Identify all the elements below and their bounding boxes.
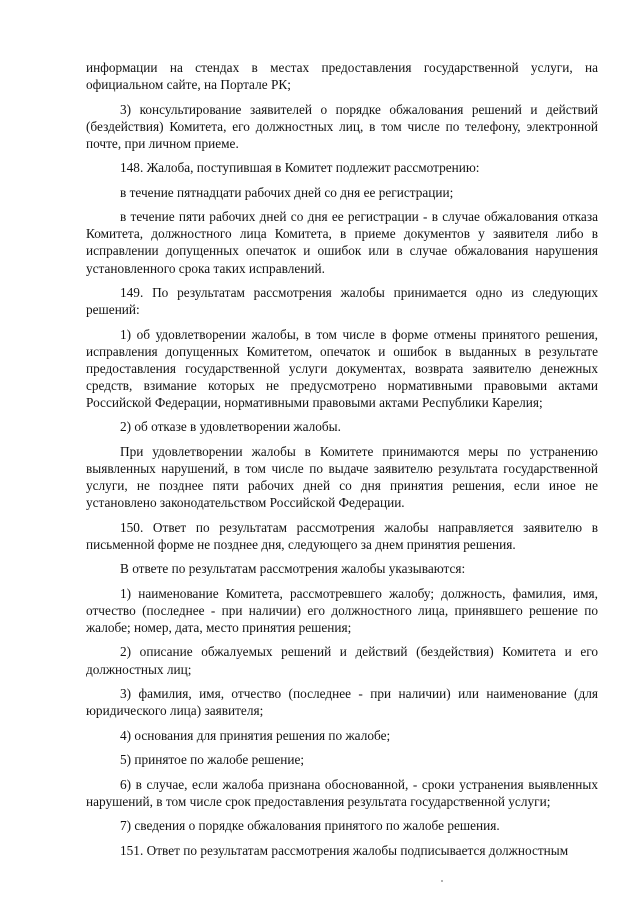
paragraph-satisfaction-measures: При удовлетворении жалобы в Комитете принимаются меры по устранению выявленных нарушений, в том числе по выдаче заявителю результата государственной услуги, не позднее пяти рабочих дней со дня принятия решения, если иное не установлено законодательством Российской Федерации.: [86, 443, 598, 511]
paragraph-148-term-5-days: в течение пяти рабочих дней со дня ее регистрации - в случае обжалования отказа Комитета, должностного лица Комитета, в приеме документов у заявителя либо в исправлении допущенных опечаток и ошибок или в случае обжалования нарушения установленного срока таких исправлений.: [86, 209, 598, 276]
paragraph-151: 151. Ответ по результатам рассмотрения жалобы подписывается должностным: [120, 842, 569, 858]
paragraph-150: 150. Ответ по результатам рассмотрения жалобы направляется заявителю в письменной форме не позднее дня, следующего за днем принятия решения.: [86, 519, 598, 552]
document-body: [86, 59, 598, 866]
paragraph-answer-item-5: 5) принятое по жалобе решение;: [120, 752, 305, 768]
paragraph-answer-item-4: 4) основания для принятия решения по жалобе;: [120, 727, 391, 743]
paragraph-149-item-2: 2) об отказе в удовлетворении жалобы.: [120, 419, 341, 435]
paragraph-answer-contents: В ответе по результатам рассмотрения жалобы указываются:: [120, 561, 466, 577]
scan-speck: [441, 880, 443, 882]
paragraph-149-item-1: 1) об удовлетворении жалобы, в том числе в форме отмены принятого решения, исправления допущенных Комитетом, опечаток и ошибок в выданных в результате предоставления государственной услуги документах, возврата заявителю денежных средств, взимание которых не предусмотрено нормативными правовыми актами Российской Федерации, нормативными правовыми актами Республики Карелия;: [86, 326, 598, 410]
paragraph-answer-item-6: 6) в случае, если жалоба признана обоснованной, - сроки устранения выявленных нарушений, в том числе срок предоставления результата государственной услуги;: [86, 776, 598, 809]
paragraph-answer-item-1: 1) наименование Комитета, рассмотревшего жалобу; должность, фамилия, имя, отчество (последнее - при наличии) его должностного лица, принявшего решение по жалобе; номер, дата, место принятия решения;: [86, 585, 598, 635]
paragraph-148: 148. Жалоба, поступившая в Комитет подлежит рассмотрению:: [120, 160, 480, 176]
paragraph-continuation: информации на стендах в местах предоставления государственной услуги, на официальном сайте, на Портале РК;: [86, 60, 598, 93]
paragraph-answer-item-3: 3) фамилия, имя, отчество (последнее - при наличии) или наименование (для юридического лица) заявителя;: [86, 685, 598, 719]
paragraph-item-3-consulting: 3) консультирование заявителей о порядке обжалования решений и действий (бездействия) Комитета, его должностных лиц, в том числе по телефону, электронной почте, при личном приеме.: [86, 101, 598, 151]
paragraph-answer-item-7: 7) сведения о порядке обжалования принятого по жалобе решения.: [120, 818, 500, 834]
paragraph-answer-item-2: 2) описание обжалуемых решений и действий (бездействия) Комитета и его должностных лиц;: [86, 644, 598, 677]
paragraph-149: 149. По результатам рассмотрения жалобы принимается одно из следующих решений:: [86, 284, 598, 318]
paragraph-148-term-15-days: в течение пятнадцати рабочих дней со дня ее регистрации;: [120, 184, 454, 200]
